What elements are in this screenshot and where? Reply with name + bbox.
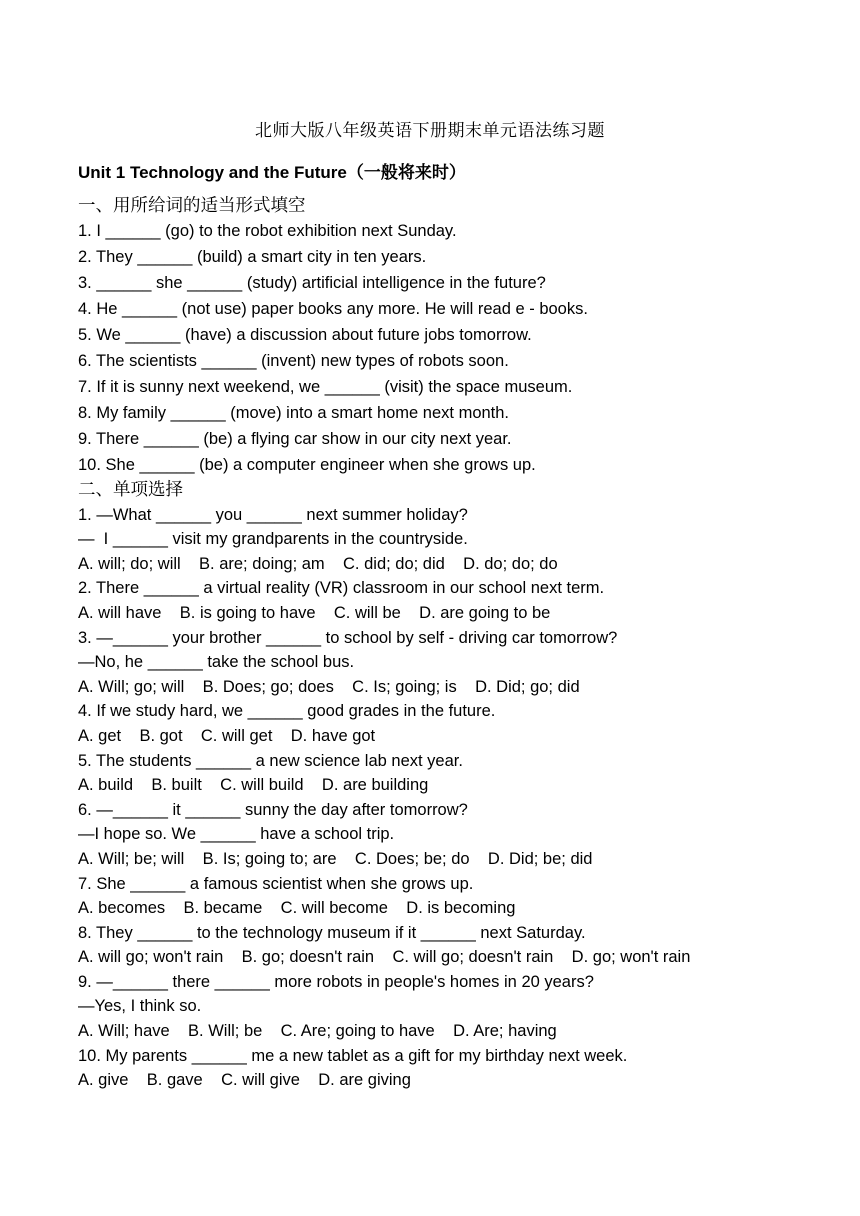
section-heading: 二、单项选择 (78, 480, 183, 500)
section-multiple-choice (78, 478, 798, 1093)
question-line: 5. The students ______ a new science lab next year. (78, 751, 463, 770)
answer-line: —Yes, I think so. (78, 997, 202, 1016)
unit-heading: Unit 1 Technology and the Future（一般将来时） (78, 163, 466, 182)
options-line: A. build B. built C. will build D. are building (78, 776, 429, 795)
question-line: 4. He ______ (not use) paper books any more. He will read e - books. (78, 300, 588, 318)
options-line: A. get B. got C. will get D. have got (78, 726, 376, 745)
question-line: 8. My family ______ (move) into a smart home next month. (78, 404, 510, 422)
document-body (78, 160, 798, 1093)
question-line: 3. —______ your brother ______ to school by self - driving car tomorrow? (78, 628, 618, 647)
question-line: 6. —______ it ______ sunny the day after tomorrow? (78, 800, 468, 819)
answer-line: — I ______ visit my grandparents in the countryside. (78, 530, 468, 549)
options-line: A. Will; have B. Will; be C. Are; going to have D. Are; having (78, 1022, 557, 1041)
question-line: 4. If we study hard, we ______ good grades in the future. (78, 702, 496, 721)
options-line: A. will; do; will B. are; doing; am C. did; do; did D. do; do; do (78, 554, 558, 573)
question-line: 3. ______ she ______ (study) artificial intelligence in the future? (78, 274, 546, 292)
question-line: 9. —______ there ______ more robots in people's homes in 20 years? (78, 972, 594, 991)
question-line: 7. If it is sunny next weekend, we ______ (visit) the space museum. (78, 378, 573, 396)
question-line: 5. We ______ (have) a discussion about future jobs tomorrow. (78, 326, 532, 344)
options-line: A. will have B. is going to have C. will be D. are going to be (78, 603, 551, 622)
question-line: 7. She ______ a famous scientist when she grows up. (78, 874, 474, 893)
answer-line: —I hope so. We ______ have a school trip. (78, 825, 395, 844)
question-line: 2. They ______ (build) a smart city in ten years. (78, 248, 427, 266)
question-line: 6. The scientists ______ (invent) new types of robots soon. (78, 352, 509, 370)
section-heading: 一、用所给词的适当形式填空 (78, 196, 306, 216)
question-line: 1. I ______ (go) to the robot exhibition next Sunday. (78, 222, 457, 240)
page-title: 北师大版八年级英语下册期末单元语法练习题 (255, 121, 605, 141)
question-line: 2. There ______ a virtual reality (VR) classroom in our school next term. (78, 579, 605, 598)
question-line: 9. There ______ (be) a flying car show in our city next year. (78, 430, 512, 448)
options-line: A. becomes B. became C. will become D. is becoming (78, 899, 516, 918)
question-line: 1. —What ______ you ______ next summer holiday? (78, 505, 468, 524)
question-line: 10. She ______ (be) a computer engineer when she grows up. (78, 456, 536, 474)
question-line: 10. My parents ______ me a new tablet as a gift for my birthday next week. (78, 1046, 628, 1065)
options-line: A. give B. gave C. will give D. are giving (78, 1071, 411, 1090)
options-line: A. will go; won't rain B. go; doesn't rain C. will go; doesn't rain D. go; won't rain (78, 948, 691, 967)
section-fill-in (78, 194, 798, 478)
question-line: 8. They ______ to the technology museum if it ______ next Saturday. (78, 923, 586, 942)
options-line: A. Will; go; will B. Does; go; does C. Is; going; is D. Did; go; did (78, 677, 580, 696)
answer-line: —No, he ______ take the school bus. (78, 653, 355, 672)
options-line: A. Will; be; will B. Is; going to; are C. Does; be; do D. Did; be; did (78, 849, 593, 868)
